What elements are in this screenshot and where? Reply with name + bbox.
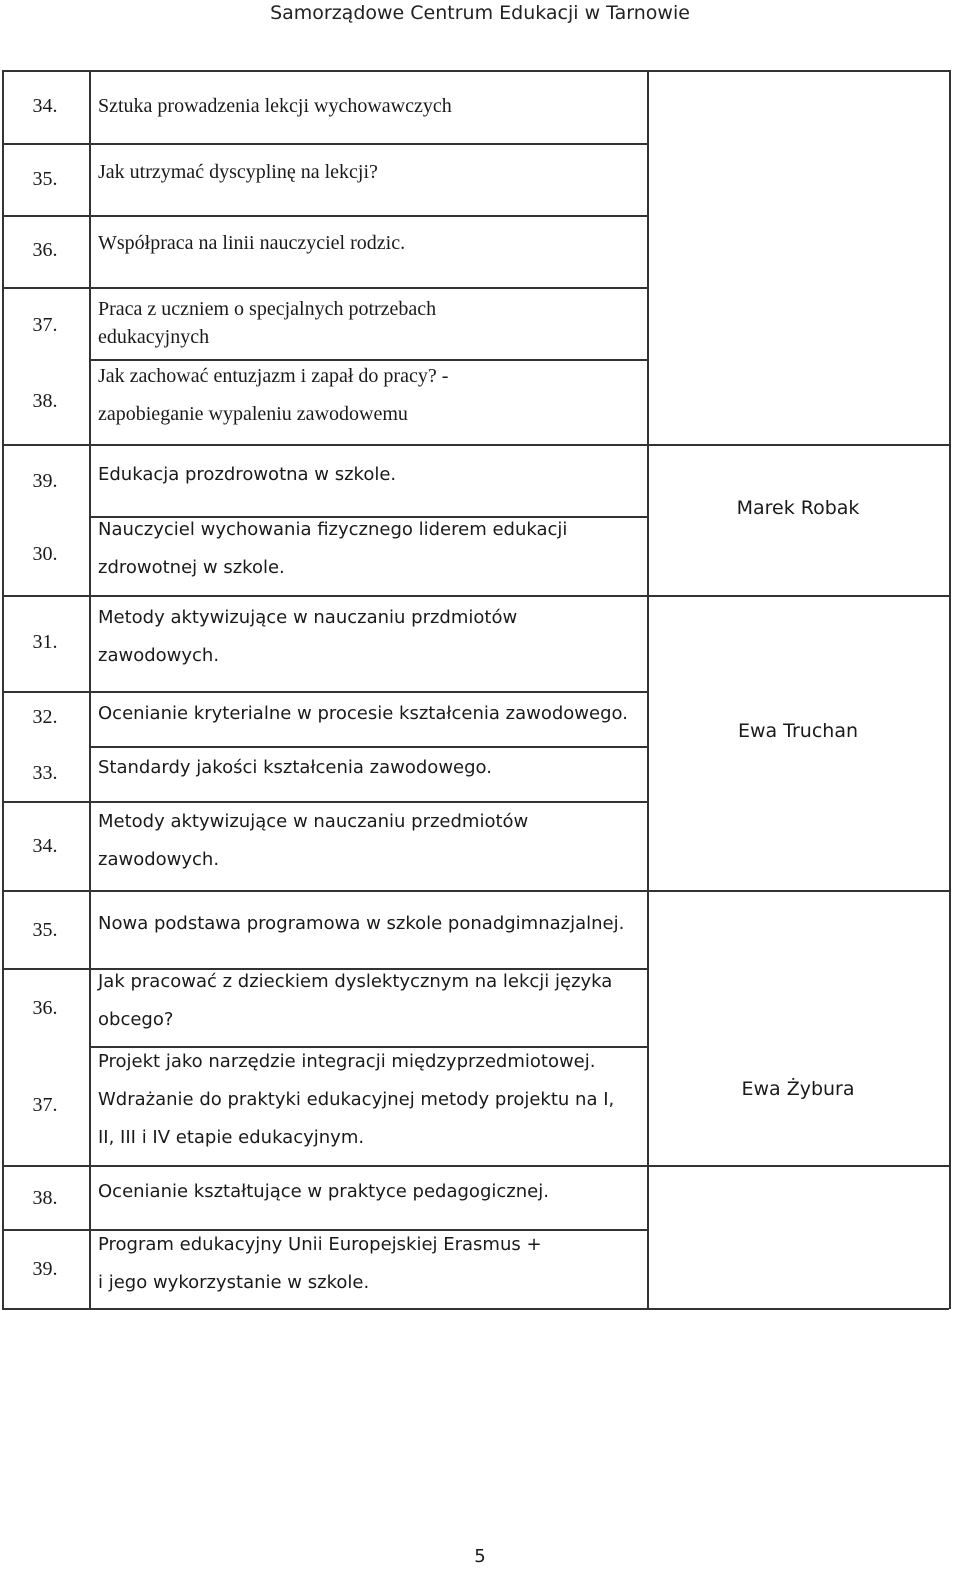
grid-line (2, 143, 647, 145)
topic-title: Jak pracować z dzieckiem dyslektycznym na lekcji języka obcego? (98, 971, 613, 1030)
grid-line (2, 801, 647, 803)
grid-line (89, 70, 91, 1309)
grid-line (2, 595, 949, 597)
row-number: 37. (32, 1094, 58, 1116)
grid-line (2, 444, 949, 446)
topic-title: Ocenianie kryterialne w procesie kształcenia zawodowego. (98, 703, 628, 724)
topic-title: Standardy jakości kształcenia zawodowego. (98, 757, 492, 778)
grid-line (2, 215, 647, 217)
row-number: 35. (32, 919, 58, 941)
grid-line (2, 1229, 647, 1231)
grid-line (89, 1046, 647, 1048)
row-number: 33. (32, 762, 58, 784)
topic-title: Edukacja prozdrowotna w szkole. (98, 464, 397, 485)
grid-line (2, 287, 647, 289)
lecturer-name: Marek Robak (736, 497, 860, 519)
topic-title: Nowa podstawa programowa w szkole ponadgimnazjalnej. (98, 913, 625, 934)
row-number: 39. (32, 1258, 58, 1280)
topic-title: Jak utrzymać dyscyplinę na lekcji? (98, 161, 378, 183)
grid-line (2, 691, 647, 693)
topic-title: Jak zachować entuzjazm i zapał do pracy? - zapobieganie wypaleniu zawodowemu (98, 365, 449, 425)
topic-title: Ocenianie kształtujące w praktyce pedagogicznej. (98, 1181, 549, 1202)
topic-title: Metody aktywizujące w nauczaniu przdmiotów zawodowych. (98, 607, 518, 666)
topic-title: Projekt jako narzędzie integracji międzyprzedmiotowej. Wdrażanie do praktyki edukacyjnej metody projektu na I, II, III i IV etapie edukacyjnym. (98, 1051, 615, 1148)
topic-title: Program edukacyjny Unii Europejskiej Erasmus + i jego wykorzystanie w szkole. (98, 1234, 542, 1293)
topic-title: Metody aktywizujące w nauczaniu przedmiotów zawodowych. (98, 811, 529, 870)
grid-line (2, 70, 949, 72)
grid-line (89, 746, 647, 748)
topic-title: Nauczyciel wychowania fizycznego liderem edukacji zdrowotnej w szkole. (98, 519, 568, 578)
topic-title: Praca z uczniem o specjalnych potrzebach edukacyjnych (98, 298, 437, 348)
row-number: 32. (32, 706, 58, 728)
grid-line (949, 70, 951, 1309)
row-number: 39. (32, 470, 58, 492)
topic-title: Współpraca na linii nauczyciel rodzic. (98, 232, 406, 254)
row-number: 36. (32, 239, 58, 261)
topic-title: Sztuka prowadzenia lekcji wychowawczych (98, 95, 452, 117)
grid-line (647, 70, 649, 1309)
grid-line (2, 890, 949, 892)
row-number: 30. (32, 543, 58, 565)
grid-line (2, 1308, 949, 1310)
row-number: 38. (32, 390, 58, 412)
row-number: 34. (32, 835, 58, 857)
row-number: 34. (32, 95, 58, 117)
row-number: 31. (32, 631, 58, 653)
row-number: 37. (32, 314, 58, 336)
page-number: 5 (474, 1546, 486, 1567)
row-number: 38. (32, 1187, 58, 1209)
grid-line (2, 1165, 949, 1167)
page-header: Samorządowe Centrum Edukacji w Tarnowie (270, 2, 690, 24)
lecturer-name: Ewa Żybura (741, 1078, 855, 1100)
grid-line (89, 359, 647, 361)
row-number: 35. (32, 168, 58, 190)
row-number: 36. (32, 997, 58, 1019)
lecturer-name: Ewa Truchan (737, 720, 859, 742)
